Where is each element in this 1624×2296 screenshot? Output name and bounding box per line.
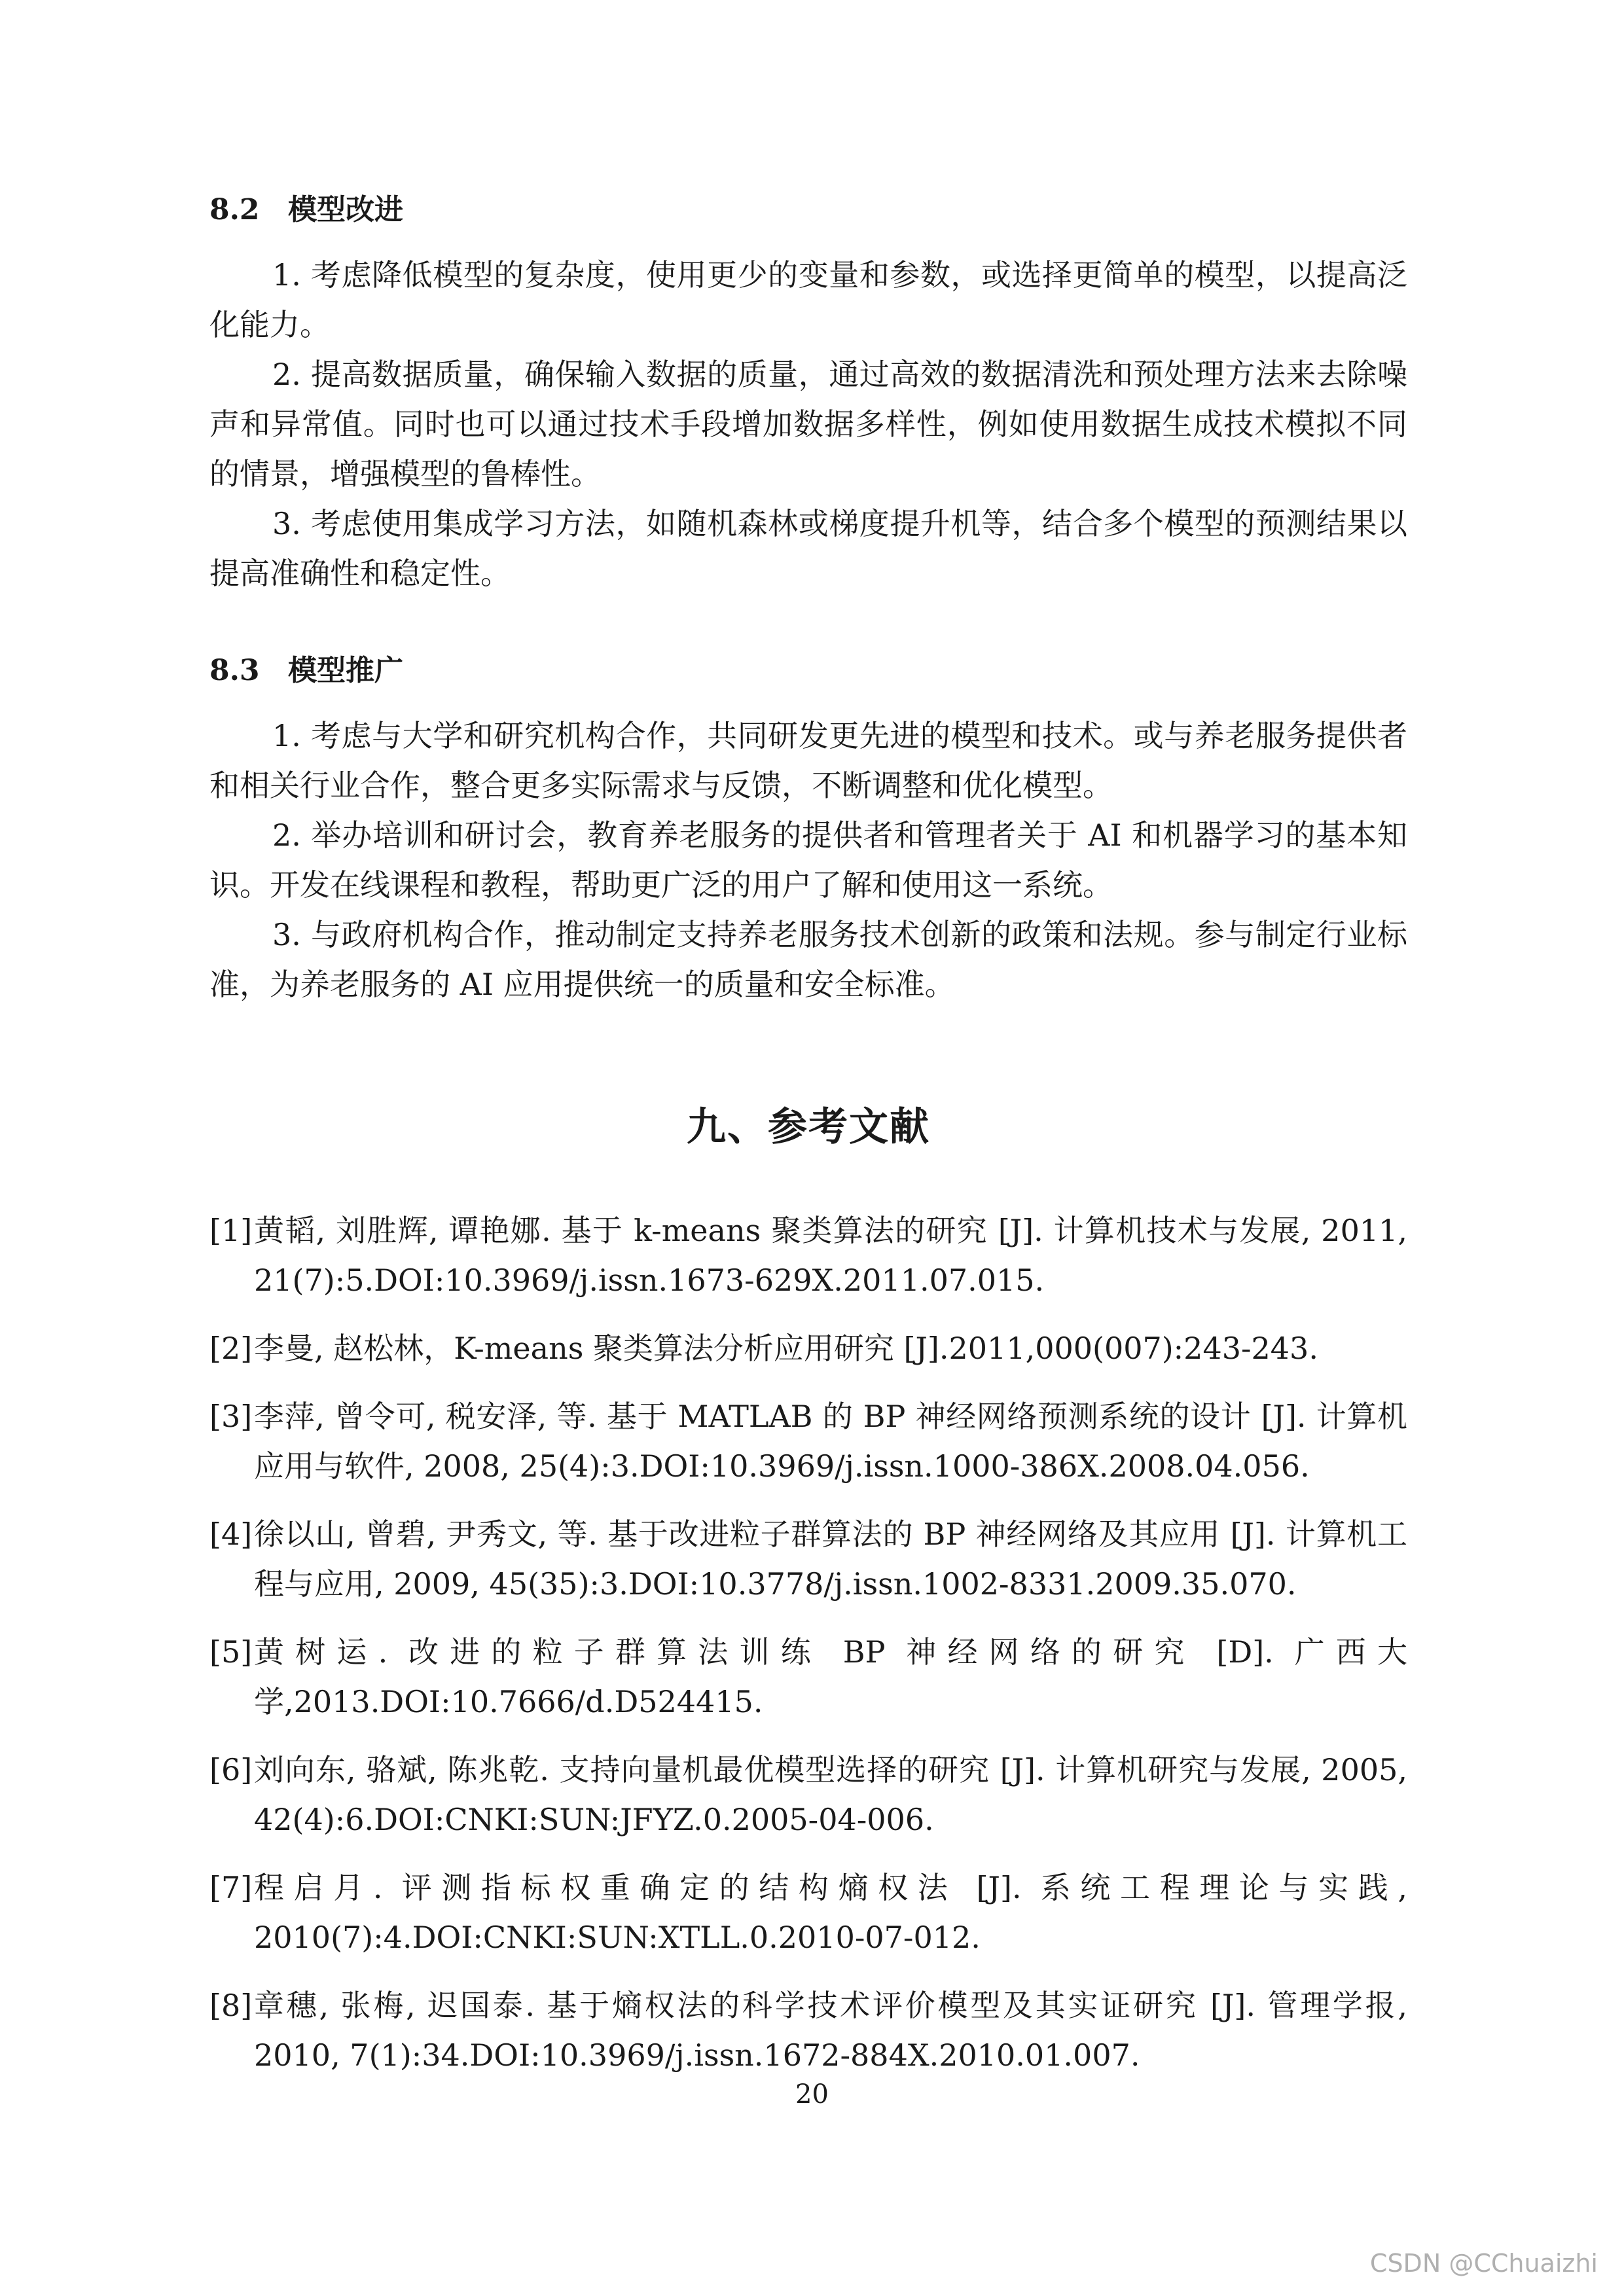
reference-text: 刘向东, 骆斌, 陈兆乾. 支持向量机最优模型选择的研究 [J]. 计算机研究与发展, 2005, 42(4):6.DOI:CNKI:SUN:JFYZ.0.2005-04-006.: [254, 1752, 1407, 1837]
reference-item: [209, 1981, 1407, 2080]
section-title: 模型推广: [288, 654, 403, 687]
section-heading: [209, 644, 1407, 698]
reference-number: [6]: [209, 1752, 253, 1787]
references-title: 九、参考文献: [687, 1104, 930, 1150]
reference-number: [2]: [209, 1331, 253, 1366]
reference-item: [209, 1627, 1407, 1727]
reference-number: [1]: [209, 1213, 253, 1248]
reference-number: [3]: [209, 1399, 253, 1434]
reference-text: 李萍, 曾令可, 税安泽, 等. 基于 MATLAB 的 BP 神经网络预测系统的设计 [J]. 计算机应用与软件, 2008, 25(4):3.DOI:10.3969/j.issn.1000-386X.2008.04.056.: [254, 1399, 1407, 1484]
paragraph: 1. 考虑降低模型的复杂度，使用更少的变量和参数，或选择更简单的模型，以提高泛化能力。: [209, 257, 1407, 342]
reference-text: 章穗, 张梅, 迟国泰. 基于熵权法的科学技术评价模型及其实证研究 [J]. 管理学报, 2010, 7(1):34.DOI:10.3969/j.issn.1672-884X.2010.01.007.: [254, 1988, 1407, 2073]
section-8-2: [209, 183, 1407, 598]
reference-list: [209, 1206, 1407, 2080]
paragraph: 2. 举办培训和研讨会，教育养老服务的提供者和管理者关于 AI 和机器学习的基本知识。开发在线课程和教程，帮助更广泛的用户了解和使用这一系统。: [209, 817, 1407, 903]
reference-text: 黄树运. 改进的粒子群算法训练 BP 神经网络的研究 [D]. 广西大学,2013.DOI:10.7666/d.D524415.: [254, 1634, 1407, 1719]
reference-item: [209, 1323, 1407, 1373]
csdn-watermark: CSDN @CChuaizhi: [1369, 2249, 1598, 2278]
page-number: 20: [795, 2079, 829, 2109]
reference-item: [209, 1863, 1407, 1962]
reference-text: 李曼, 赵松林，K-means 聚类算法分析应用研究 [J].2011,000(007):243-243.: [254, 1331, 1318, 1366]
reference-item: [209, 1206, 1407, 1305]
reference-text: 程启月. 评测指标权重确定的结构熵权法 [J]. 系统工程理论与实践, 2010(7):4.DOI:CNKI:SUN:XTLL.0.2010-07-012.: [254, 1870, 1407, 1955]
reference-item: [209, 1745, 1407, 1844]
reference-number: [8]: [209, 1988, 253, 2023]
section-heading: [209, 183, 1407, 237]
section-title: 模型改进: [288, 193, 403, 226]
section-spacer: [209, 598, 1407, 644]
paragraph: 2. 提高数据质量，确保输入数据的质量，通过高效的数据清洗和预处理方法来去除噪声和异常值。同时也可以通过技术手段增加数据多样性，例如使用数据生成技术模拟不同的情景，增强模型的鲁棒性。: [209, 357, 1407, 492]
section-8-3: [209, 644, 1407, 1009]
reference-item: [209, 1509, 1407, 1609]
reference-item: [209, 1391, 1407, 1491]
reference-text: 徐以山, 曾碧, 尹秀文, 等. 基于改进粒子群算法的 BP 神经网络及其应用 [J]. 计算机工程与应用, 2009, 45(35):3.DOI:10.3778/j.issn.1002-8331.2009.35.070.: [254, 1516, 1407, 1602]
reference-number: [5]: [209, 1634, 253, 1670]
paragraph: 1. 考虑与大学和研究机构合作，共同研发更先进的模型和技术。或与养老服务提供者和相关行业合作，整合更多实际需求与反馈，不断调整和优化模型。: [209, 718, 1407, 803]
paragraph: 3. 与政府机构合作，推动制定支持养老服务技术创新的政策和法规。参与制定行业标准，为养老服务的 AI 应用提供统一的质量和安全标准。: [209, 917, 1407, 1002]
reference-number: [7]: [209, 1870, 253, 1905]
paragraph: 3. 考虑使用集成学习方法，如随机森林或梯度提升机等，结合多个模型的预测结果以提高准确性和稳定性。: [209, 506, 1407, 591]
reference-text: 黄韬, 刘胜辉, 谭艳娜. 基于 k-means 聚类算法的研究 [J]. 计算机技术与发展, 2011, 21(7):5.DOI:10.3969/j.issn.1673-629X.2011.07.015.: [254, 1213, 1407, 1298]
reference-number: [4]: [209, 1516, 253, 1552]
page-content: [209, 183, 1407, 2098]
section-number: 8.3: [209, 654, 260, 687]
section-number: 8.2: [209, 193, 260, 226]
